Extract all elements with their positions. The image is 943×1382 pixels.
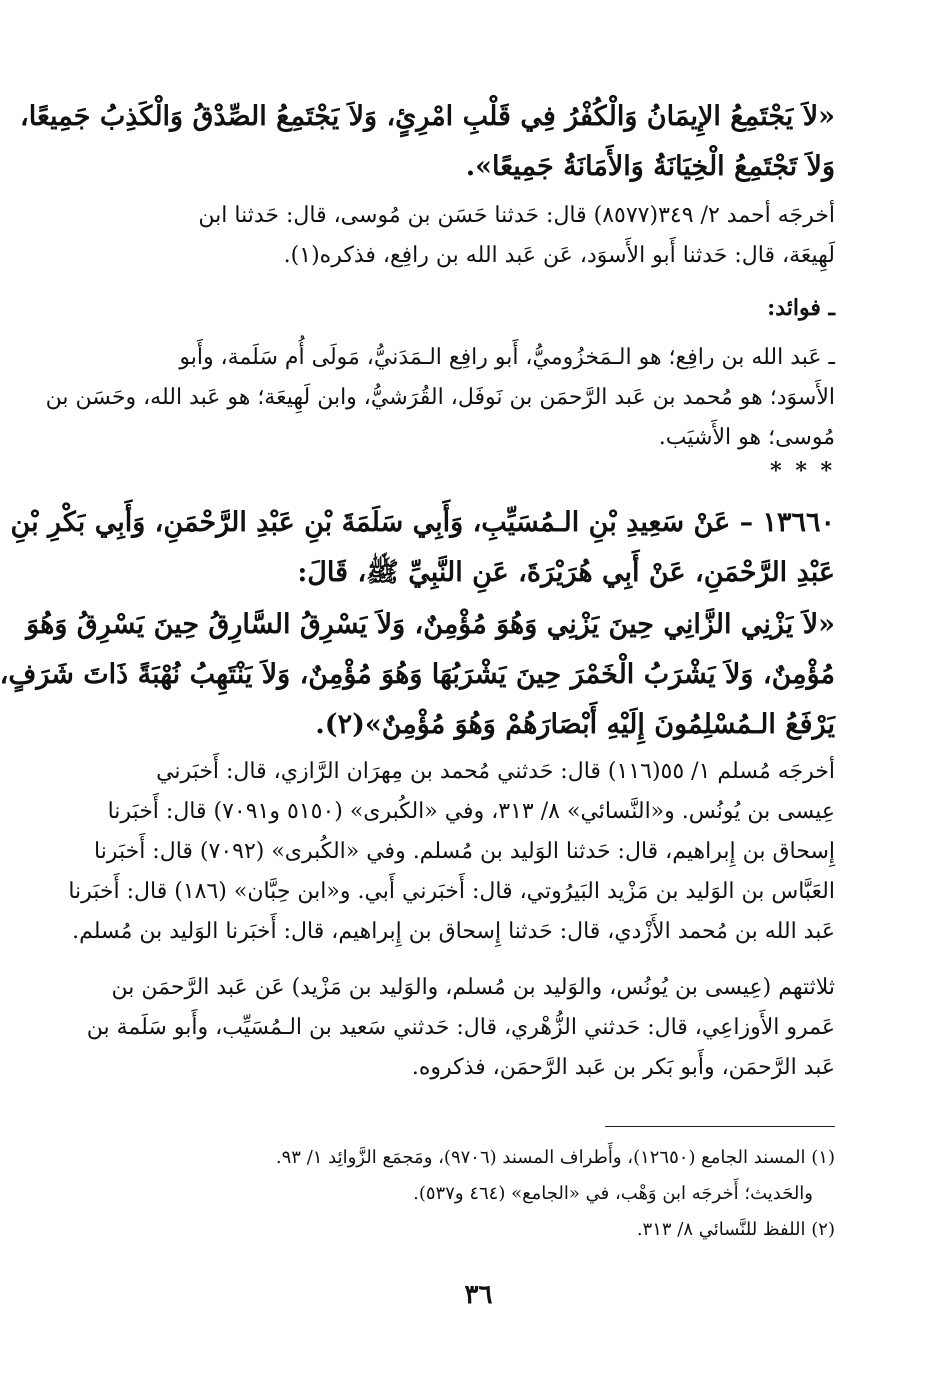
text-line: عَبد الرَّحمَن، وأَبو بَكر بن عَبد الرَّحمَن، فذكروه. — [411, 1055, 835, 1080]
hadith-1-takhrij — [122, 196, 835, 276]
hadith-1-matn — [20, 92, 835, 192]
footnote-item: (٢) اللفظ للنَّسائي ٨/ ٣١٣. — [636, 1219, 835, 1240]
hadith-2-matn — [0, 600, 835, 750]
text-line: لَهِيعَة، قال: حَدثنا أَبو الأَسوَد، عَن عَبد الله بن رافِع، فذكره(١). — [283, 243, 835, 268]
footnote-item: والحَديث؛ أَخرجَه ابن وَهْب، في «الجامع» (٤٦٤ و٥٣٧). — [413, 1183, 813, 1204]
text-line: «لاَ يَزْنِي الزَّانِي حِينَ يَزْنِي وَهُوَ مُؤْمِنٌ، وَلاَ يَسْرِقُ السَّارِقُ حِينَ يَسْرِقُ وَهُوَ — [26, 609, 835, 640]
text-line: وَلاَ تَجْتَمِعُ الْخِيَانَةُ وَالأَمَانَةُ جَمِيعًا». — [465, 151, 835, 182]
text-line: أخرجَه مُسلم ١/ ٥٥(١١٦) قال: حَدثني مُحمد بن مِهرَان الرَّازي، قال: أَخبَرني — [156, 759, 835, 784]
text-line: «لاَ يَجْتَمِعُ الإِيمَانُ وَالْكُفْرُ فِي قَلْبِ امْرِئٍ، وَلاَ يَجْتَمِعُ الصِّدْقُ وَالْكَذِبُ جَمِيعًا، — [20, 101, 835, 132]
footnote-divider — [605, 1126, 835, 1127]
footnote-item: (١) المسند الجامع (١٢٦٥٠)، وأَطراف المسند (٩٧٠٦)، ومَجمَع الزَّوائِد ١/ ٩٣. — [275, 1147, 835, 1168]
text-line: ـ عَبد الله بن رافِع؛ هو الـمَخزُوميُّ، أَبو رافِع الـمَدَنيُّ، مَولَى أُم سَلَمة، وأَبو — [179, 345, 835, 370]
text-line: مُؤْمِنٌ، وَلاَ يَشْرَبُ الْخَمْرَ حِينَ يَشْرَبُهَا وَهُوَ مُؤْمِنٌ، وَلاَ يَنْتَهِبُ نُهْبَةً ذَاتَ شَرَفٍ، — [0, 659, 835, 690]
text-line: عَبد الله بن مُحمد الأَزْدي، قال: حَدثنا إِسحاق بن إِبراهيم، قال: أَخبَرنا الوَليد بن مُسلم. — [72, 919, 835, 944]
book-page — [0, 92, 835, 1322]
text-line: العَبَّاس بن الوَليد بن مَزْيد البَيرُوتي، قال: أَخبَرني أَبي. و«ابن حِبَّان» (١٨٦) قال: أَخبَرنا — [68, 879, 835, 904]
text-line: أخرجَه أحمد ٢/ ٣٤٩(٨٥٧٧) قال: حَدثنا حَسَن بن مُوسى، قال: حَدثنا ابن — [198, 203, 835, 228]
text-line: عِيسى بن يُونُس. و«النَّسائي» ٨/ ٣١٣، وفي «الكُبرى» (٥١٥٠ و٧٠٩١) قال: أَخبَرنا — [107, 799, 835, 824]
text-line: عَبْدِ الرَّحْمَنِ، عَنْ أَبِي هُرَيْرَةَ، عَنِ النَّبِيِّ ﷺ، قَالَ: — [297, 557, 835, 588]
fawaid-body — [45, 338, 835, 458]
text-line: إِسحاق بن إِبراهيم، قال: حَدثنا الوَليد بن مُسلم. وفي «الكُبرى» (٧٠٩٢) قال: أَخبَرنا — [93, 839, 835, 864]
fawaid-heading: ـ فوائد: — [767, 295, 835, 321]
footnotes — [122, 1140, 835, 1248]
section-separator: * * * — [770, 458, 835, 484]
text-line: الأَسوَد؛ هو مُحمد بن عَبد الرَّحمَن بن نَوفَل، القُرَشيُّ، وابن لَهِيعَة؛ هو عَبد الله، وحَسَن بن — [45, 385, 835, 410]
text-line: مُوسى؛ هو الأَشيَب. — [658, 425, 835, 450]
text-line: ثلاثتهم (عِيسى بن يُونُس، والوَليد بن مُسلم، والوَليد بن مَزْيد) عَن عَبد الرَّحمَن بن — [111, 975, 835, 1000]
hadith-2-isnad — [10, 498, 835, 598]
hadith-2-takhrij-combined — [86, 968, 835, 1088]
text-line: يَرْفَعُ الـمُسْلِمُونَ إِلَيْهِ أَبْصَارَهُمْ وَهُوَ مُؤْمِنٌ»(٢). — [315, 709, 835, 740]
text-line: عَمرو الأَوزاعِي، قال: حَدثني الزُّهْري، قال: حَدثني سَعيد بن الـمُسَيِّب، وأَبو سَلَمة بن — [86, 1015, 835, 1040]
text-line: ١٣٦٦٠ – عَنْ سَعِيدِ بْنِ الـمُسَيِّبِ، وَأَبِي سَلَمَةَ بْنِ عَبْدِ الرَّحْمَنِ، وَأَبِي بَكْرِ بْنِ — [10, 507, 835, 538]
page-number: ٣٦ — [464, 1280, 493, 1310]
hadith-2-takhrij — [68, 752, 835, 952]
